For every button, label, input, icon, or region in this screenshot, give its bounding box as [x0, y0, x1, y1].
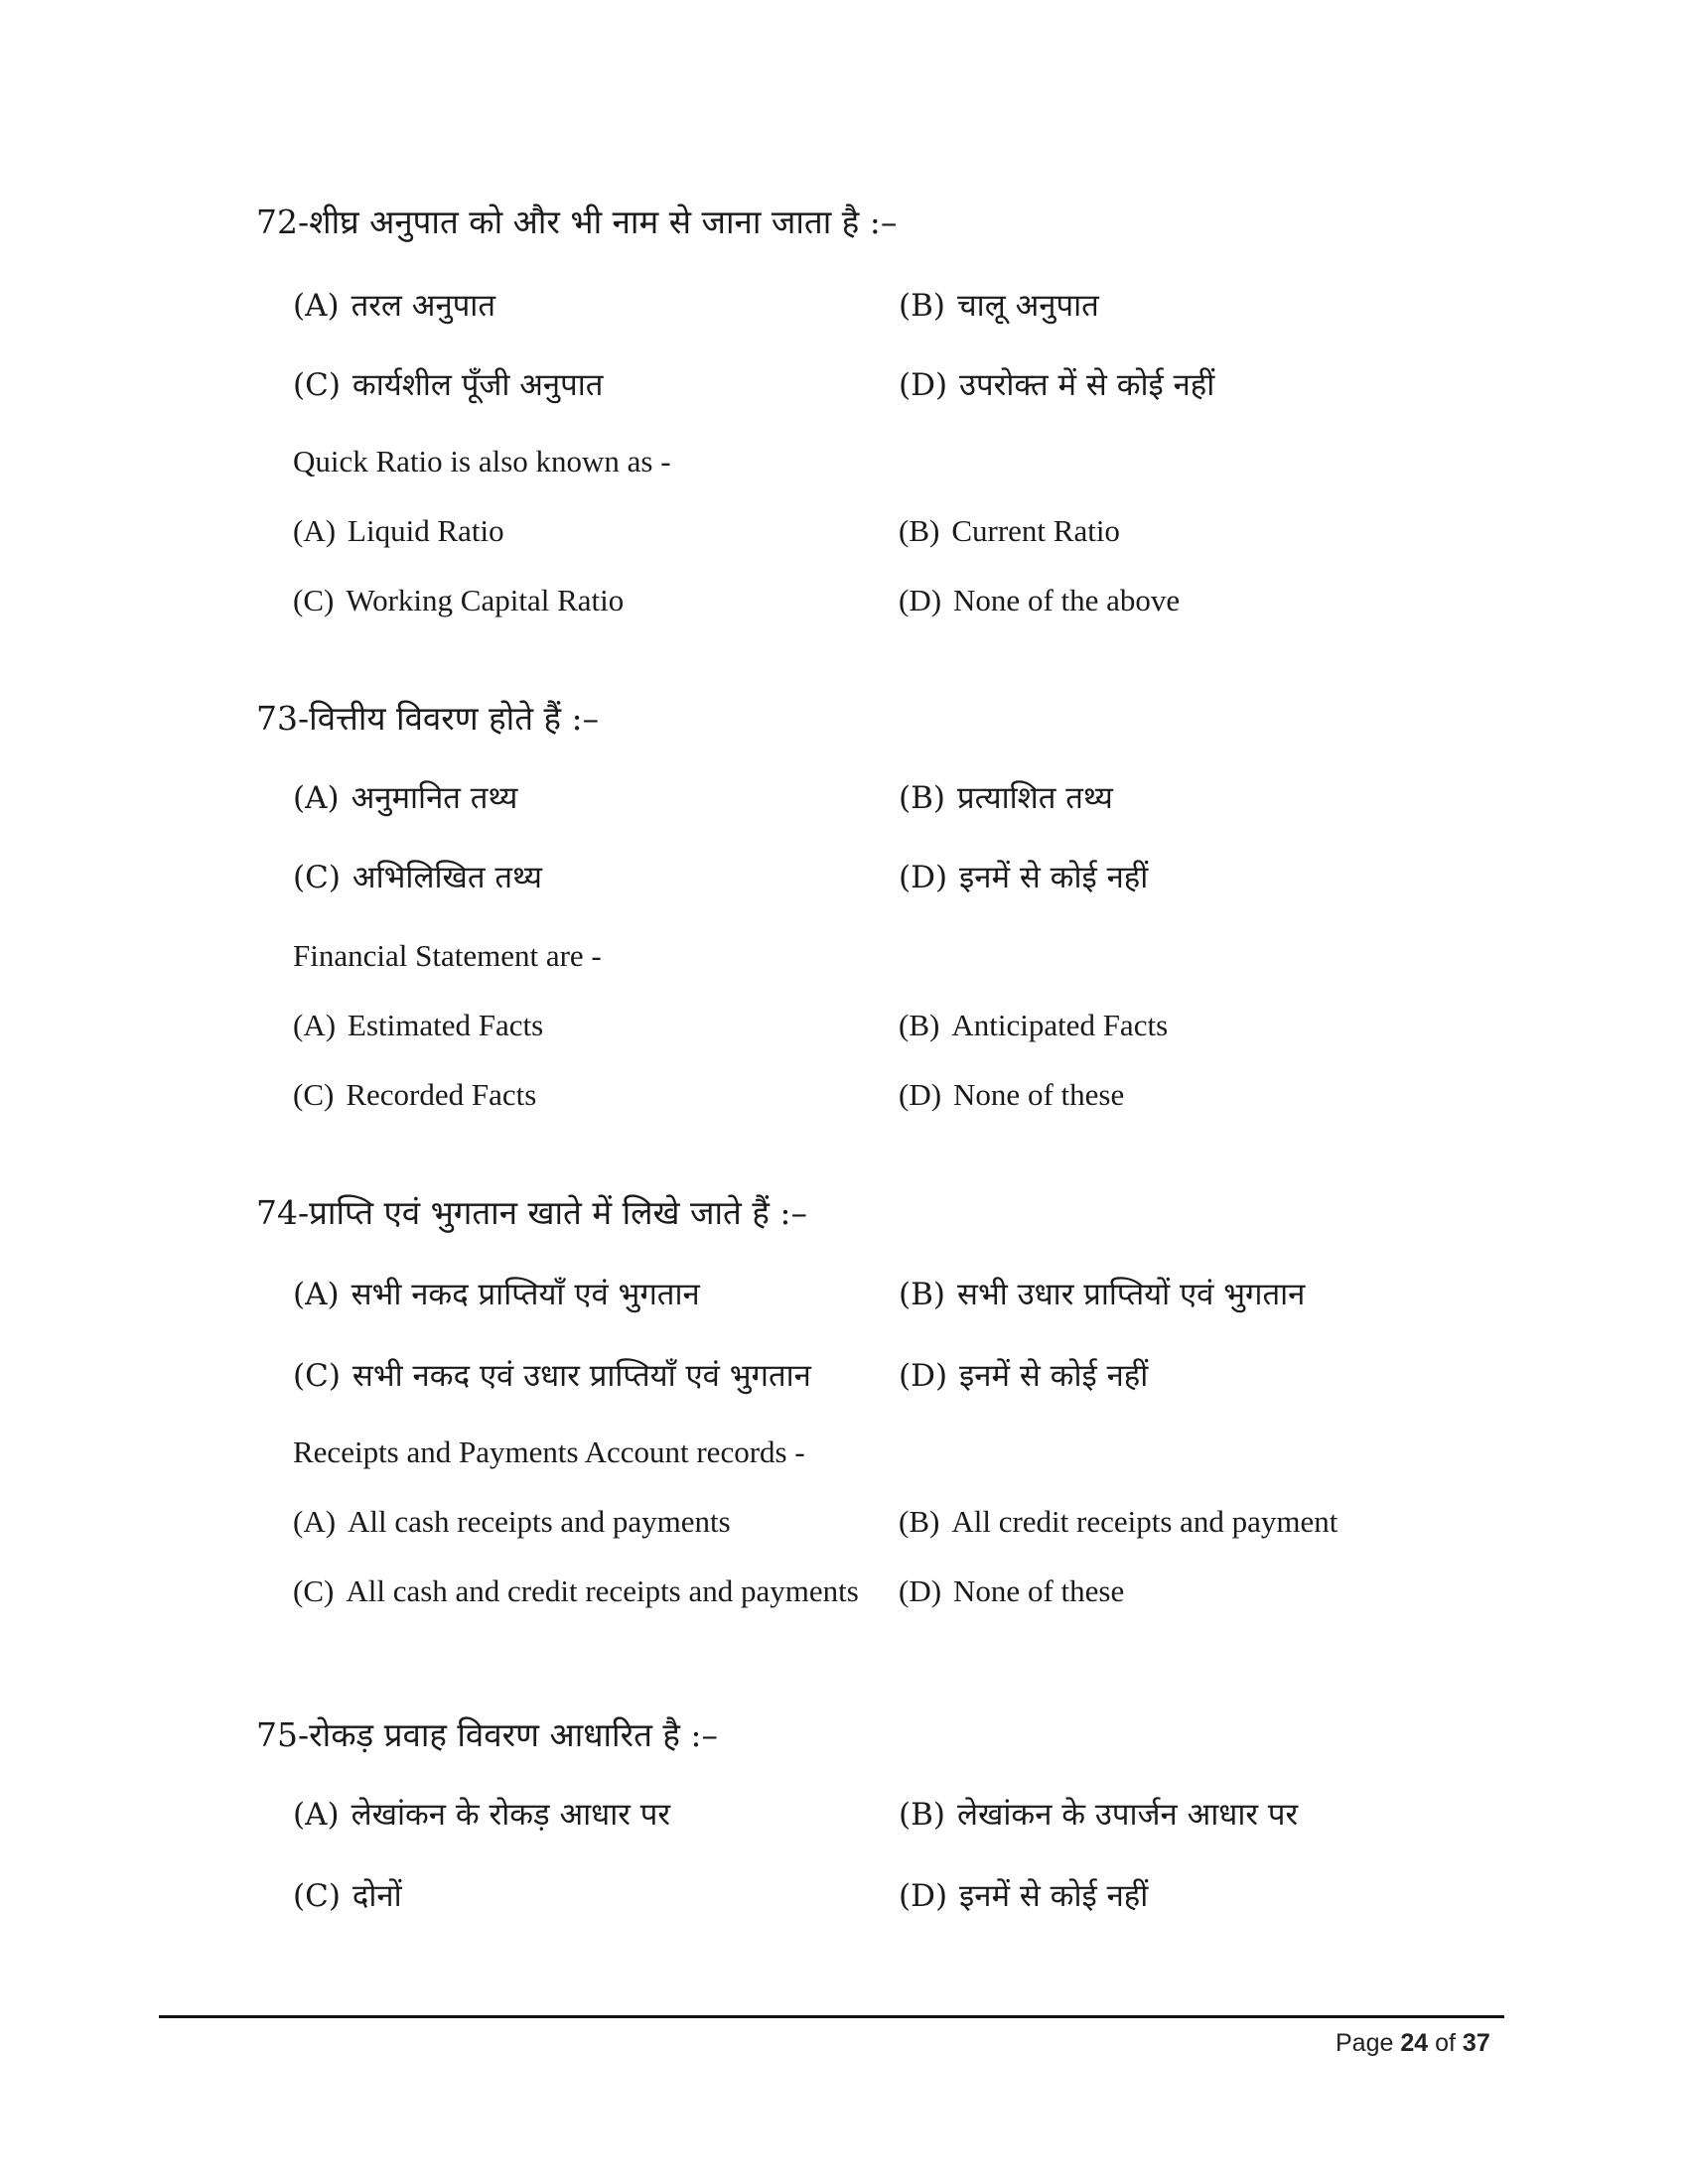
option-d-hindi [899, 1874, 1148, 1916]
option-text: सभी नकद एवं उधार प्राप्तियाँ एवं भुगतान [352, 1358, 811, 1394]
option-b-english [899, 1504, 1337, 1540]
option-label: (D) [899, 367, 948, 403]
option-text: Recorded Facts [346, 1077, 537, 1112]
option-label: (A) [293, 288, 340, 324]
option-text: लेखांकन के रोकड़ आधार पर [351, 1797, 671, 1833]
option-c-english [293, 1573, 859, 1609]
option-text: लेखांकन के उपार्जन आधार पर [956, 1797, 1299, 1833]
option-d-hindi [899, 856, 1148, 897]
option-label: (C) [293, 583, 335, 617]
option-text: इनमें से कोई नहीं [959, 1878, 1149, 1914]
page-of: of [1435, 2029, 1456, 2057]
option-c-hindi [293, 1354, 811, 1396]
option-label: (B) [899, 1008, 940, 1042]
question-stem-english: Receipts and Payments Account records - [293, 1434, 805, 1469]
option-text: सभी उधार प्राप्तियों एवं भुगतान [956, 1277, 1306, 1312]
option-d-english [899, 1077, 1124, 1113]
option-text: दोनों [352, 1878, 402, 1914]
option-label: (C) [293, 1573, 335, 1608]
option-label: (B) [899, 513, 940, 548]
option-label: (C) [293, 1077, 335, 1112]
question-stem-english: Financial Statement are - [293, 938, 602, 973]
option-a-english [293, 1008, 543, 1043]
option-text: None of the above [953, 583, 1181, 617]
option-label: (D) [899, 860, 948, 895]
option-a-hindi [293, 1793, 670, 1835]
option-label: (A) [293, 1008, 337, 1042]
option-label: (A) [293, 1277, 340, 1312]
question-number: 75- [256, 1715, 310, 1754]
question-stem-hindi [256, 1189, 807, 1234]
option-label: (B) [899, 288, 945, 324]
option-label: (D) [899, 1878, 948, 1914]
current-page: 24 [1400, 2029, 1429, 2057]
question-text: वित्तीय विवरण होते हैं :– [309, 699, 600, 738]
option-label: (D) [899, 1358, 948, 1394]
option-text: All cash receipts and payments [348, 1504, 731, 1539]
option-label: (A) [293, 513, 337, 548]
option-text: Working Capital Ratio [346, 583, 625, 617]
option-text: उपरोक्त में से कोई नहीं [959, 367, 1215, 403]
option-d-hindi [899, 363, 1214, 405]
question-stem-hindi [256, 1711, 718, 1756]
question-text: शीघ्र अनुपात को और भी नाम से जाना जाता है :– [309, 203, 898, 241]
option-c-hindi [293, 363, 603, 405]
option-label: (C) [293, 1878, 341, 1914]
option-a-hindi [293, 776, 517, 818]
option-label: (C) [293, 860, 341, 895]
option-label: (C) [293, 367, 341, 403]
option-b-hindi [899, 776, 1113, 818]
option-text: None of these [953, 1077, 1125, 1112]
option-c-hindi [293, 1874, 402, 1916]
option-text: Liquid Ratio [348, 513, 504, 548]
option-b-hindi [899, 1273, 1305, 1314]
option-text: प्रत्याशित तथ्य [956, 780, 1113, 816]
page-number [1336, 2029, 1490, 2058]
option-label: (B) [899, 780, 945, 816]
question-stem-hindi [256, 695, 599, 740]
question-number: 72- [256, 203, 310, 241]
question-text: प्राप्ति एवं भुगतान खाते में लिखे जाते हैं :– [309, 1193, 807, 1232]
option-d-hindi [899, 1354, 1148, 1396]
option-a-english [293, 1504, 731, 1540]
option-label: (C) [293, 1358, 341, 1394]
option-a-hindi [293, 1273, 700, 1314]
option-label: (B) [899, 1504, 940, 1539]
page-prefix: Page [1336, 2029, 1394, 2057]
option-b-hindi [899, 1793, 1298, 1835]
option-label: (A) [293, 1797, 340, 1833]
option-d-english [899, 1573, 1124, 1609]
option-d-english [899, 583, 1180, 618]
option-text: सभी नकद प्राप्तियाँ एवं भुगतान [351, 1277, 700, 1312]
option-b-hindi [899, 284, 1099, 326]
question-number: 74- [256, 1193, 310, 1232]
option-label: (A) [293, 1504, 337, 1539]
option-text: None of these [953, 1573, 1125, 1608]
option-label: (B) [899, 1277, 945, 1312]
option-a-hindi [293, 284, 495, 326]
option-text: इनमें से कोई नहीं [959, 1358, 1149, 1394]
option-label: (A) [293, 780, 340, 816]
option-label: (D) [899, 583, 942, 617]
question-stem-english: Quick Ratio is also known as - [293, 444, 671, 478]
option-label: (D) [899, 1077, 942, 1112]
option-text: Current Ratio [951, 513, 1120, 548]
question-text: रोकड़ प्रवाह विवरण आधारित है :– [309, 1715, 719, 1754]
option-c-english [293, 583, 624, 618]
option-text: तरल अनुपात [351, 288, 495, 324]
option-text: Anticipated Facts [951, 1008, 1169, 1042]
option-text: अभिलिखित तथ्य [352, 860, 543, 895]
option-text: All credit receipts and payment [951, 1504, 1338, 1539]
option-text: चालू अनुपात [956, 288, 1099, 324]
option-c-hindi [293, 856, 542, 897]
footer-divider [159, 2015, 1504, 2018]
option-label: (B) [899, 1797, 945, 1833]
option-text: Estimated Facts [348, 1008, 544, 1042]
question-number: 73- [256, 699, 310, 738]
option-b-english [899, 1008, 1168, 1043]
option-text: इनमें से कोई नहीं [959, 860, 1149, 895]
question-stem-hindi [256, 199, 897, 243]
option-a-english [293, 513, 504, 549]
total-pages: 37 [1462, 2029, 1490, 2057]
option-c-english [293, 1077, 536, 1113]
option-text: कार्यशील पूँजी अनुपात [352, 367, 604, 403]
option-text: All cash and credit receipts and payments [346, 1573, 859, 1608]
option-text: अनुमानित तथ्य [351, 780, 518, 816]
option-b-english [899, 513, 1120, 549]
option-label: (D) [899, 1573, 942, 1608]
